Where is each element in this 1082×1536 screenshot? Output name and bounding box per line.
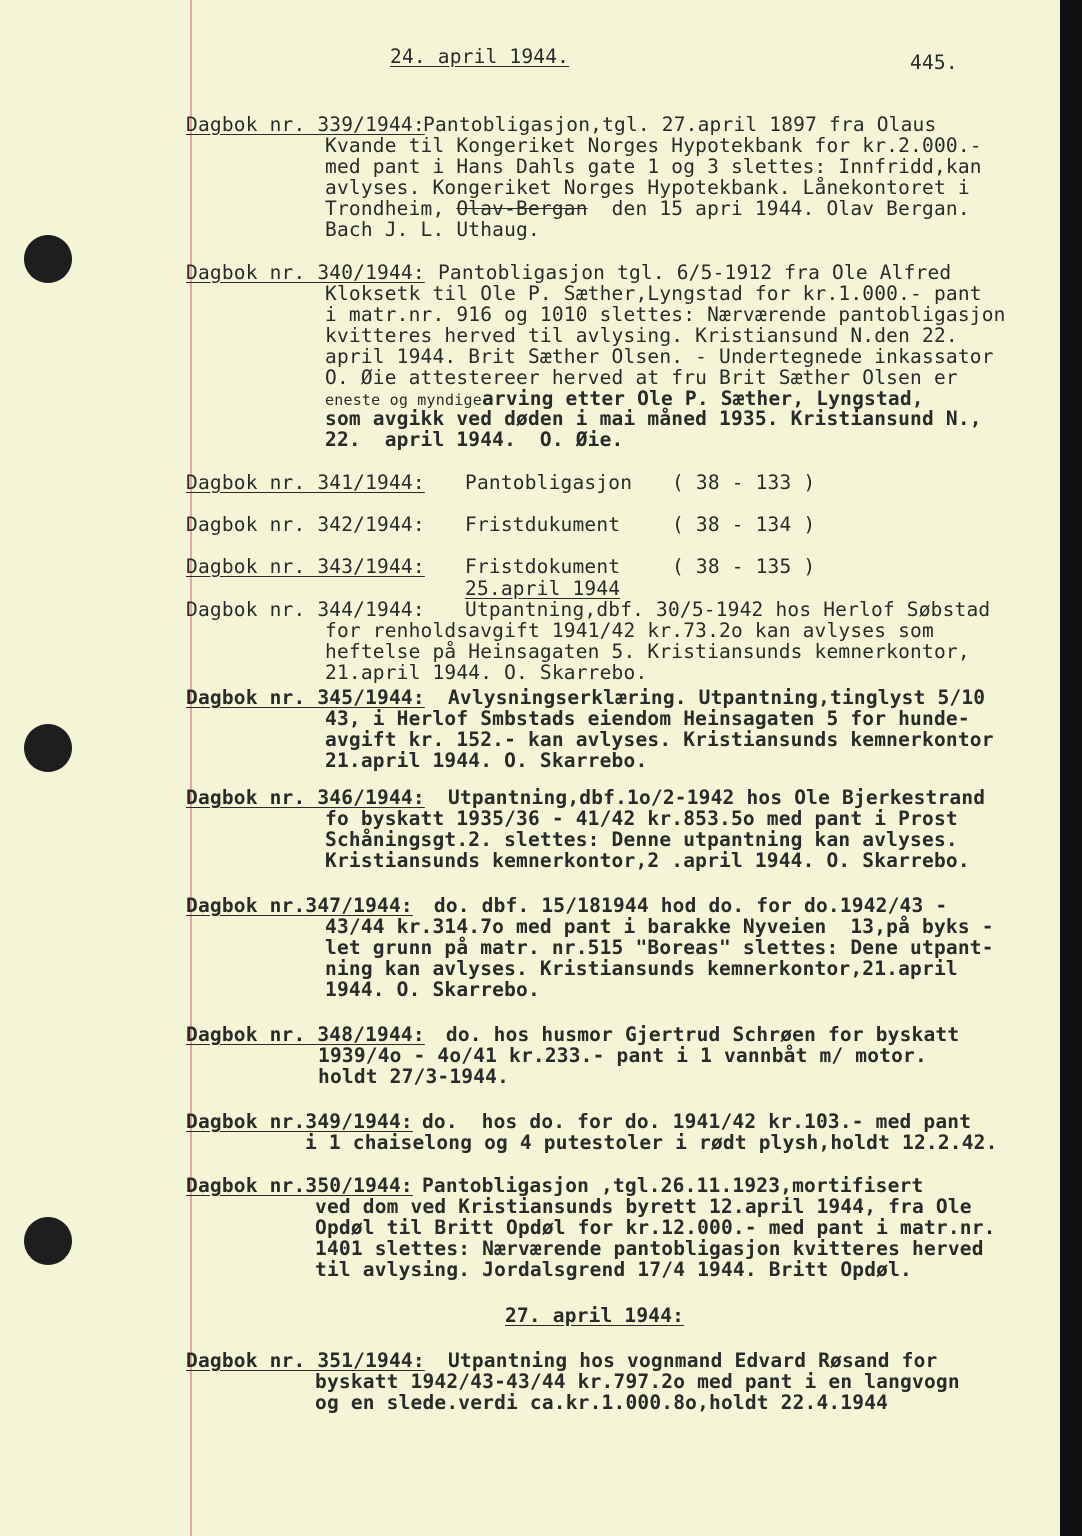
entry-ref-341: Dagbok nr. 341/1944: (186, 471, 425, 494)
date-heading: 25.april 1944 (465, 577, 621, 600)
entry-line: som avgikk ved døden i mai måned 1935. Kristiansund N., (325, 407, 982, 430)
page-edge (1060, 0, 1082, 1536)
entry-text: Fristdokument (465, 555, 621, 578)
entry-ref-344: Dagbok nr. 344/1944: (186, 598, 425, 621)
entry-ref-345: Dagbok nr. 345/1944: (186, 686, 425, 709)
entry-line: med pant i Hans Dahls gate 1 og 3 slettes: Innfridd,kan (325, 155, 982, 178)
entry-pages: ( 38 - 133 ) (672, 471, 816, 494)
entry-line: ning kan avlyses. Kristiansunds kemnerkontor,21.april (325, 957, 958, 980)
entry-line: til avlysing. Jordalsgrend 17/4 1944. Britt Opdøl. (315, 1258, 912, 1281)
entry-ref-340: Dagbok nr. 340/1944: (186, 261, 425, 284)
entry-line: Bach J. L. Uthaug. (325, 218, 540, 241)
entry-line: 22. april 1944. O. Øie. (325, 428, 624, 451)
date-heading: 27. april 1944: (505, 1304, 685, 1327)
entry-line: Pantobligasjon,tgl. 27.april 1897 fra Olaus (423, 113, 937, 136)
margin-line (190, 0, 192, 1536)
entry-text: Pantobligasjon (465, 471, 633, 494)
entry-line: Utpantning,dbf. 30/5-1942 hos Herlof Søbstad (465, 598, 991, 621)
entry-line: 1939/4o - 4o/41 kr.233.- pant i 1 vannbåt m/ motor. (318, 1044, 927, 1067)
entry-line: ved dom ved Kristiansunds byrett 12.april 1944, fra Ole (315, 1195, 972, 1218)
entry-line: 1944. O. Skarrebo. (325, 978, 540, 1001)
entry-line: Kristiansunds kemnerkontor,2 .april 1944. O. Skarrebo. (325, 849, 970, 872)
punch-hole (24, 724, 72, 772)
entry-line: holdt 27/3-1944. (318, 1065, 510, 1088)
entry-line: avlyses. Kongeriket Norges Hypotekbank. Lånekontoret i (325, 176, 970, 199)
entry-line: for renholdsavgift 1941/42 kr.73.2o kan avlyses som (325, 619, 934, 642)
entry-line: Opdøl til Britt Opdøl for kr.12.000.- med pant i matr.nr. (315, 1216, 996, 1239)
entry-line: avgift kr. 152.- kan avlyses. Kristiansunds kemnerkontor (325, 728, 994, 751)
entry-line: Utpantning,dbf.1o/2-1942 hos Ole Bjerkestrand (436, 786, 986, 809)
entry-line: og en slede.verdi ca.kr.1.000.8o,holdt 22.4.1944 (315, 1391, 889, 1414)
entry-line: i matr.nr. 916 og 1010 slettes: Nærværende pantobligasjon (325, 303, 1006, 326)
entry-line: byskatt 1942/43-43/44 kr.797.2o med pant i en langvogn (315, 1370, 960, 1393)
entry-line: Pantobligasjon ,tgl.26.11.1923,mortifisert (410, 1174, 924, 1197)
punch-hole (24, 1217, 72, 1265)
struck-text: Olav-Bergan (456, 197, 588, 220)
entry-line: i 1 chaiselong og 4 putestoler i rødt plysh,holdt 12.2.42. (305, 1131, 998, 1154)
entry-pages: ( 38 - 134 ) (672, 513, 816, 536)
entry-line: do. hos do. for do. 1941/42 kr.103.- med pant (410, 1110, 972, 1133)
entry-line: Trondheim, Olav-Bergan den 15 apri 1944. Olav Bergan. (325, 197, 970, 220)
entry-ref-351: Dagbok nr. 351/1944: (186, 1349, 425, 1372)
entry-line: Avlysningserklæring. Utpantning,tinglyst 5/10 (436, 686, 986, 709)
entry-line: do. dbf. 15/181944 hod do. for do.1942/43 - (410, 894, 948, 917)
entry-line: Schåningsgt.2. slettes: Denne utpantning kan avlyses. (325, 828, 958, 851)
entry-line: Kloksetk til Ole P. Sæther,Lyngstad for kr.1.000.- pant (325, 282, 982, 305)
entry-line: let grunn på matr. nr.515 "Boreas" slettes: Dene utpant- (325, 936, 994, 959)
entry-pages: ( 38 - 135 ) (672, 555, 816, 578)
entry-ref-348: Dagbok nr. 348/1944: (186, 1023, 425, 1046)
entry-line: kvitteres herved til avlysing. Kristiansund N.den 22. (325, 324, 958, 347)
date-heading: 24. april 1944. (390, 45, 570, 68)
entry-ref-342: Dagbok nr. 342/1944: (186, 513, 425, 536)
entry-line: eneste og myndigearving etter Ole P. Sæther, Lyngstad, (325, 387, 924, 410)
entry-line: april 1944. Brit Sæther Olsen. - Undertegnede inkassator (325, 345, 994, 368)
entry-line: 43/44 kr.314.7o med pant i barakke Nyveien 13,på byks - (325, 915, 994, 938)
entry-line: heftelse på Heinsagaten 5. Kristiansunds kemnerkontor, (325, 640, 970, 663)
entry-ref-343: Dagbok nr. 343/1944: (186, 555, 425, 578)
entry-ref-347: Dagbok nr.347/1944: (186, 894, 413, 917)
entry-line: do. hos husmor Gjertrud Schrøen for byskatt (422, 1023, 960, 1046)
entry-ref-346: Dagbok nr. 346/1944: (186, 786, 425, 809)
entry-line: Utpantning hos vognmand Edvard Røsand for (436, 1349, 938, 1372)
entry-text: Fristdukument (465, 513, 621, 536)
entry-line: 1401 slettes: Nærværende pantobligasjon kvitteres herved (315, 1237, 984, 1260)
entry-line: 21.april 1944. O. Skarrebo. (325, 749, 648, 772)
entry-ref-350: Dagbok nr.350/1944: (186, 1174, 413, 1197)
page-number: 445. (910, 51, 958, 74)
entry-line: O. Øie attestereer herved at fru Brit Sæther Olsen er (325, 366, 958, 389)
entry-ref-349: Dagbok nr.349/1944: (186, 1110, 413, 1133)
entry-line: Kvande til Kongeriket Norges Hypotekbank for kr.2.000.- (325, 134, 982, 157)
entry-line: fo byskatt 1935/36 - 41/42 kr.853.5o med pant i Prost (325, 807, 958, 830)
entry-line: 43, i Herlof Smbstads eiendom Heinsagaten 5 for hunde- (325, 707, 970, 730)
punch-hole (24, 235, 72, 283)
entry-ref-339: Dagbok nr. 339/1944: (186, 113, 425, 136)
entry-line: 21.april 1944. O. Skarrebo. (325, 661, 648, 684)
entry-line: Pantobligasjon tgl. 6/5-1912 fra Ole Alfred (426, 261, 952, 284)
